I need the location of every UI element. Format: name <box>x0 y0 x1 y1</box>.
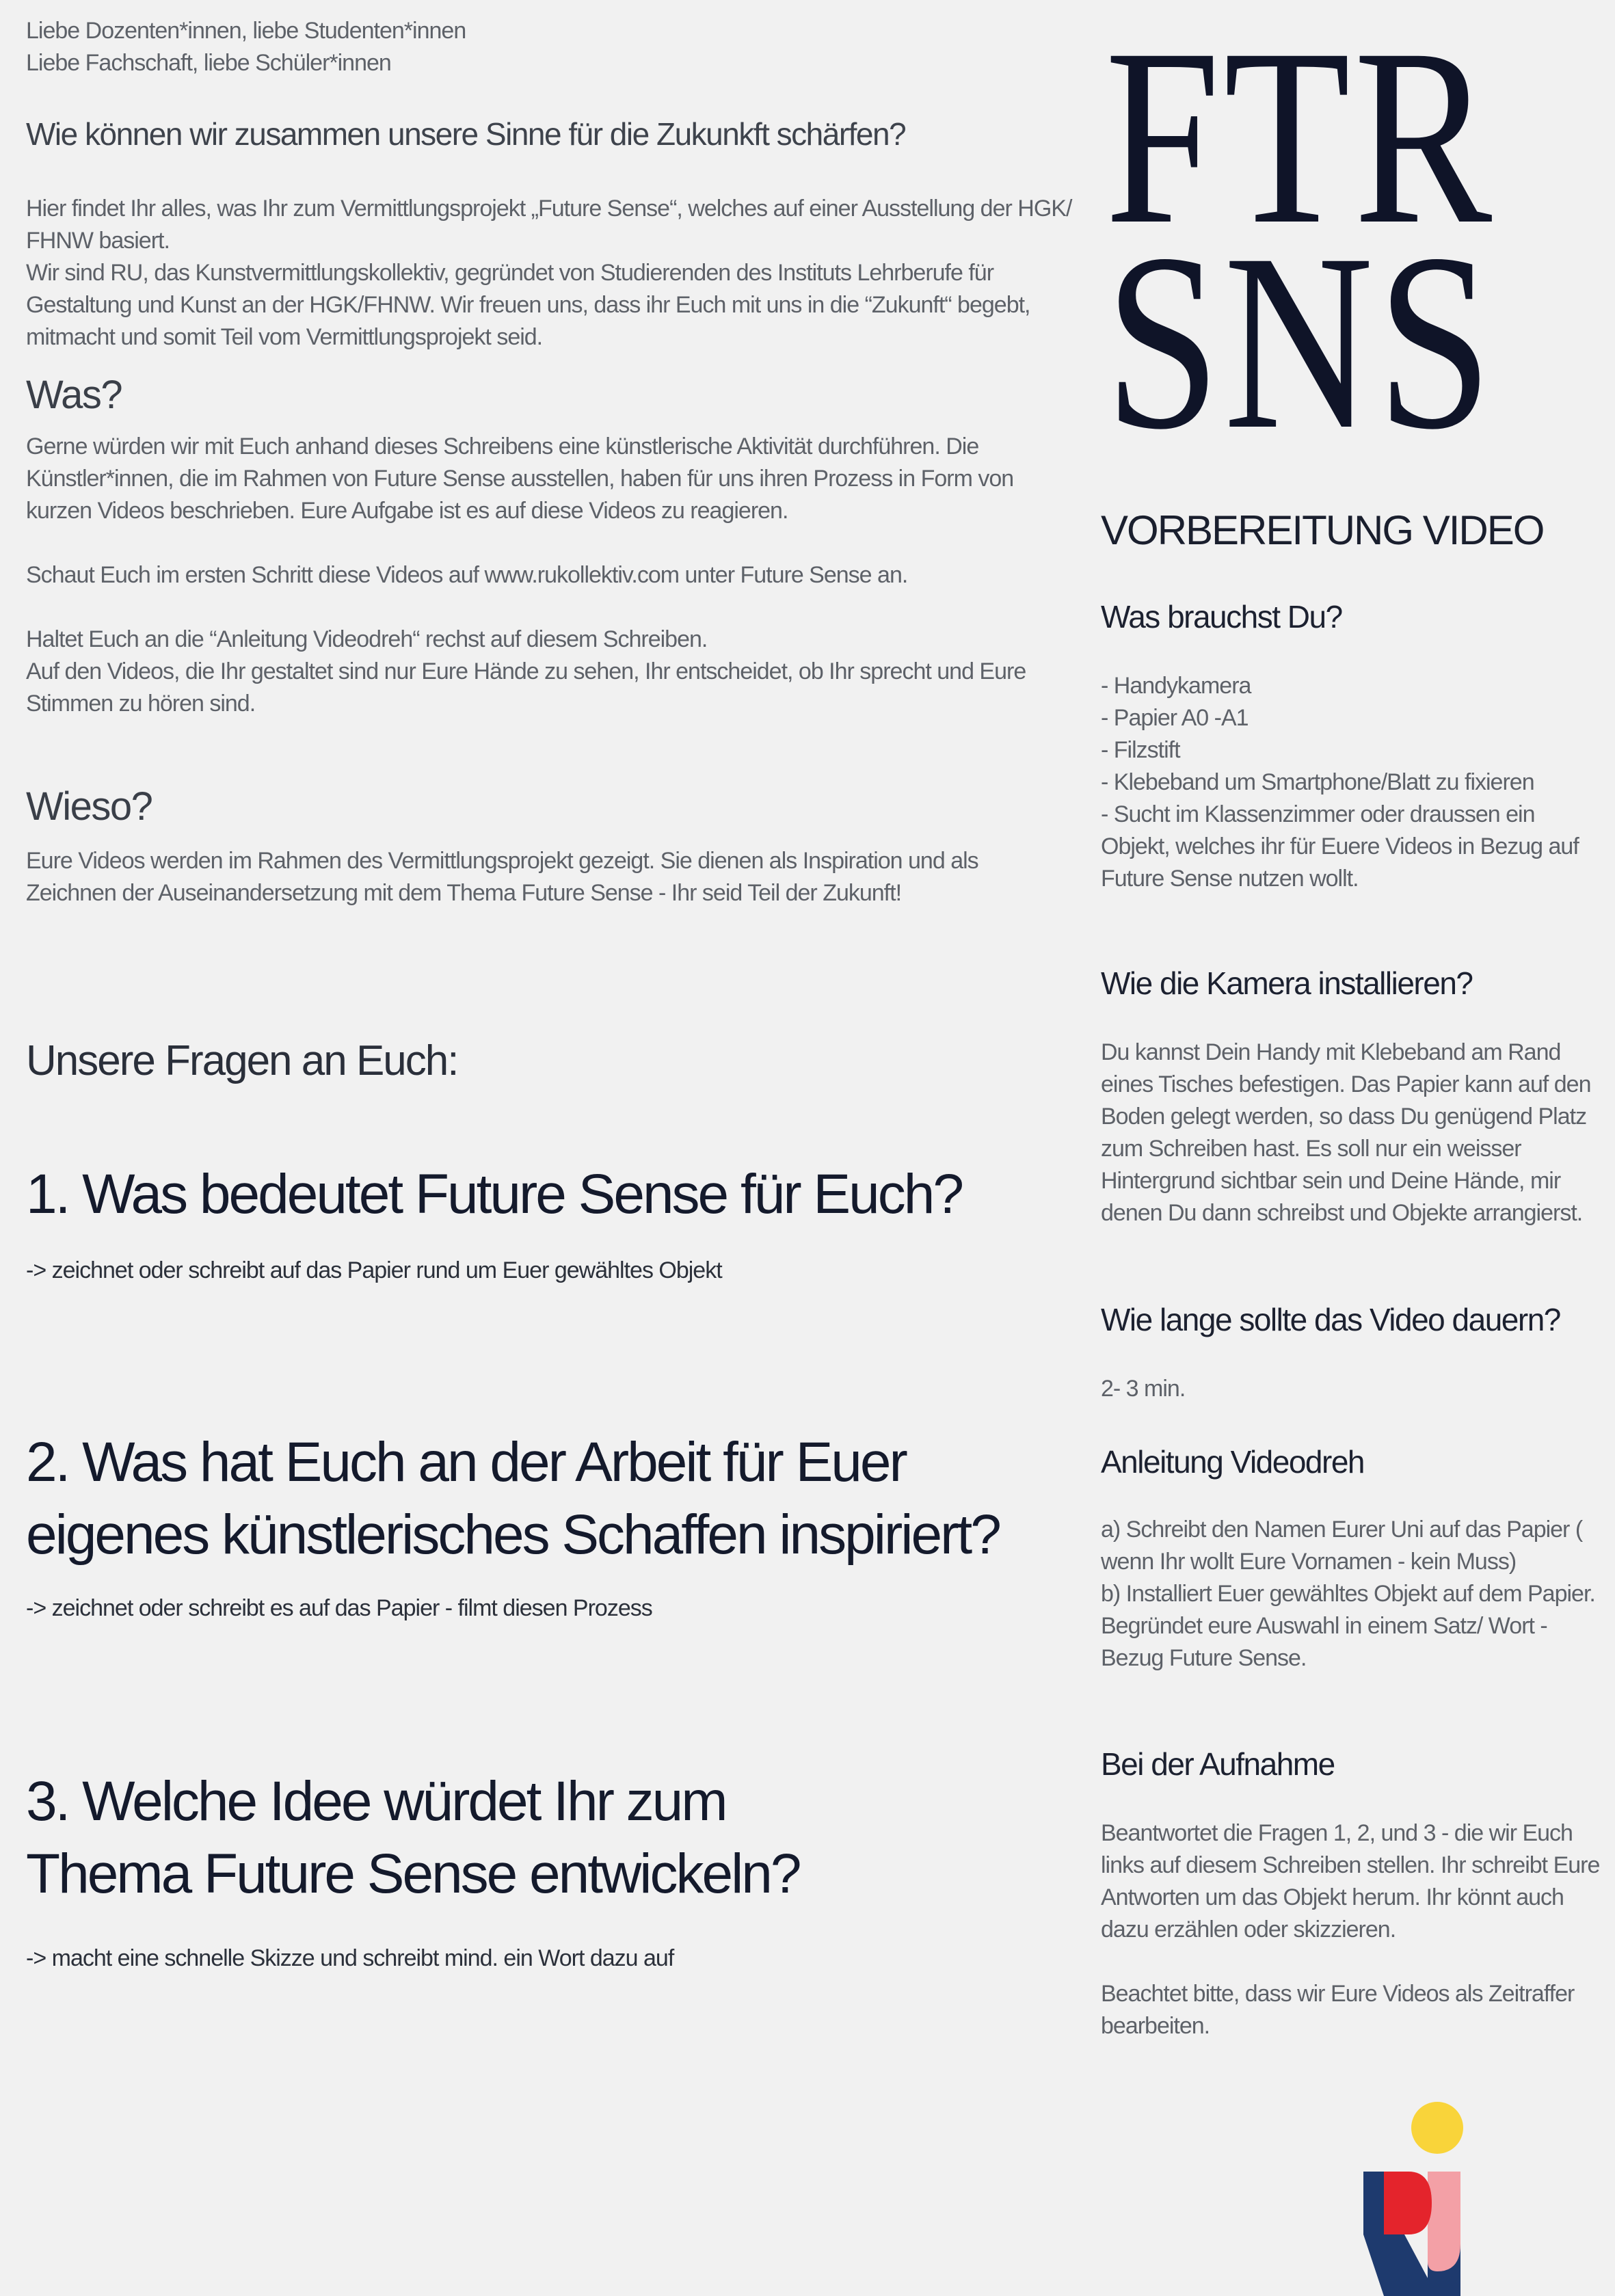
question-3 <box>26 1765 1079 1910</box>
heading-aufnahme: Bei der Aufnahme <box>1101 1746 1335 1782</box>
question-3-line-2: Thema Future Sense entwickeln? <box>26 1843 800 1905</box>
anleitung-text <box>1101 1514 1600 1674</box>
logo-navy-stem <box>1363 2172 1384 2234</box>
right-title: VORBEREITUNG VIDEO <box>1101 507 1544 553</box>
question-1-instruction: -> zeichnet oder schreibt auf das Papier rund um Euer gewähltes Objekt <box>26 1257 722 1283</box>
list-item: - Papier A0 -A1 <box>1101 705 1249 731</box>
logo-yellow-circle <box>1411 2102 1463 2154</box>
question-3-line-1: 3. Welche Idee würdet Ihr zum <box>26 1770 726 1832</box>
anleitung-a: a) Schreibt den Namen Eurer Uni auf das Papier ( wenn Ihr wollt Eure Vornamen - kein Muss) <box>1101 1517 1583 1575</box>
heading-kamera: Wie die Kamera installieren? <box>1101 965 1473 1001</box>
aufnahme-paragraph-2: Beachtet bitte, dass wir Eure Videos als Zeitraffer bearbeiten. <box>1101 1981 1575 2039</box>
list-item: - Klebeband um Smartphone/Blatt zu fixieren <box>1101 769 1534 795</box>
section-heading-wieso: Wieso? <box>26 784 152 829</box>
questions-heading: Unsere Fragen an Euch: <box>26 1037 458 1084</box>
was-paragraph-3a: Haltet Euch an die “Anleitung Videodreh“ rechst auf diesem Schreiben. <box>26 626 708 652</box>
aufnahme-text <box>1101 1817 1600 2042</box>
intro-question: Wie können wir zusammen unsere Sinne für die Zukunkft schärfen? <box>26 116 906 152</box>
heading-dauer: Wie lange sollte das Video dauern? <box>1101 1302 1560 1337</box>
intro-paragraph-1: Hier findet Ihr alles, was Ihr zum Vermittlungsprojekt „Future Sense“, welches auf einer Ausstellung der HGK/ FHNW basiert. <box>26 196 1072 254</box>
heading-was-brauchst-du: Was brauchst Du? <box>1101 599 1342 635</box>
was-text <box>26 431 1072 720</box>
list-item: - Handykamera <box>1101 673 1251 699</box>
logo-navy-leg <box>1363 2234 1437 2296</box>
intro-text <box>26 193 1079 353</box>
anleitung-b: b) Installiert Euer gewähltes Objekt auf dem Papier. Begründet eure Auswahl in einem Satz/ Wort - Bezug Future Sense. <box>1101 1581 1595 1671</box>
question-1: 1. Was bedeutet Future Sense für Euch? <box>26 1163 962 1225</box>
aufnahme-paragraph-1: Beantwortet die Fragen 1, 2, und 3 - die wir Euch links auf diesem Schreiben stellen. Ihr schreibt Eure Antworten um das Objekt herum. Ihr könnt auch dazu erzählen oder skizzieren. <box>1101 1820 1600 1943</box>
kamera-text: Du kannst Dein Handy mit Klebeband am Rand eines Tisches befestigen. Das Papier kann auf den Boden gelegt werden, so dass Du genügend Platz zum Schreiben hast. Es soll nur ein weisser Hintergrund sichtbar sein und Deine Hände, mir denen Du dann schreibst und Objekte arrangierst. <box>1101 1039 1591 1226</box>
logo-line-ftr: FTR <box>1105 0 1496 277</box>
was-paragraph-3b: Auf den Videos, die Ihr gestaltet sind nur Eure Hände zu sehen, Ihr entscheidet, ob Ihr sprecht und Eure Stimmen zu hören sind. <box>26 658 1026 717</box>
greeting-line-2: Liebe Fachschaft, liebe Schüler*innen <box>26 50 391 76</box>
list-item: - Sucht im Klassenzimmer oder draussen ein Objekt, welches ihr für Euere Videos in Bezug auf Future Sense nutzen wollt. <box>1101 801 1579 892</box>
question-2-line-2: eigenes künstlerisches Schaffen inspiriert? <box>26 1504 1000 1566</box>
list-item: - Filzstift <box>1101 737 1180 763</box>
dauer-text: 2- 3 min. <box>1101 1376 1186 1402</box>
greeting-line-1: Liebe Dozenten*innen, liebe Studenten*innen <box>26 18 466 44</box>
ru-kollektiv-logo <box>1357 2100 1473 2296</box>
question-2 <box>26 1426 1079 1571</box>
materials-list <box>1101 670 1593 895</box>
heading-anleitung: Anleitung Videodreh <box>1101 1444 1364 1480</box>
question-3-instruction: -> macht eine schnelle Skizze und schreibt mind. ein Wort dazu auf <box>26 1945 674 1971</box>
logo-line-sns: SNS <box>1105 202 1496 482</box>
wieso-text: Eure Videos werden im Rahmen des Vermittlungsprojekt gezeigt. Sie dienen als Inspiration und als Zeichnen der Auseinandersetzung mit dem Thema Future Sense - Ihr seid Teil der Zukunft! <box>26 848 978 906</box>
greeting <box>26 15 1079 79</box>
question-2-line-1: 2. Was hat Euch an der Arbeit für Euer <box>26 1431 906 1493</box>
was-paragraph-1: Gerne würden wir mit Euch anhand dieses Schreibens eine künstlerische Aktivität durchführen. Die Künstler*innen, die im Rahmen von Future Sense ausstellen, haben für uns ihren Prozess in Form von kurzen Videos beschrieben. Eure Aufgabe ist es auf diese Videos zu reagieren. <box>26 433 1014 524</box>
question-2-instruction: -> zeichnet oder schreibt es auf das Papier - filmt diesen Prozess <box>26 1595 652 1621</box>
section-heading-was: Was? <box>26 373 122 417</box>
intro-paragraph-2: Wir sind RU, das Kunstvermittlungskollektiv, gegründet von Studierenden des Instituts Lehrberufe für Gestaltung und Kunst an der HGK/FHNW. Wir freuen uns, dass ihr Euch mit uns in die “Zukunft“ begebt, mitmacht und somit Teil vom Vermittlungsprojekt seid. <box>26 260 1030 350</box>
logo-pink-shape <box>1428 2172 1460 2271</box>
was-paragraph-2: Schaut Euch im ersten Schritt diese Videos auf www.rukollektiv.com unter Future Sense an. <box>26 562 908 588</box>
ftr-sns-logo <box>1105 0 1496 482</box>
